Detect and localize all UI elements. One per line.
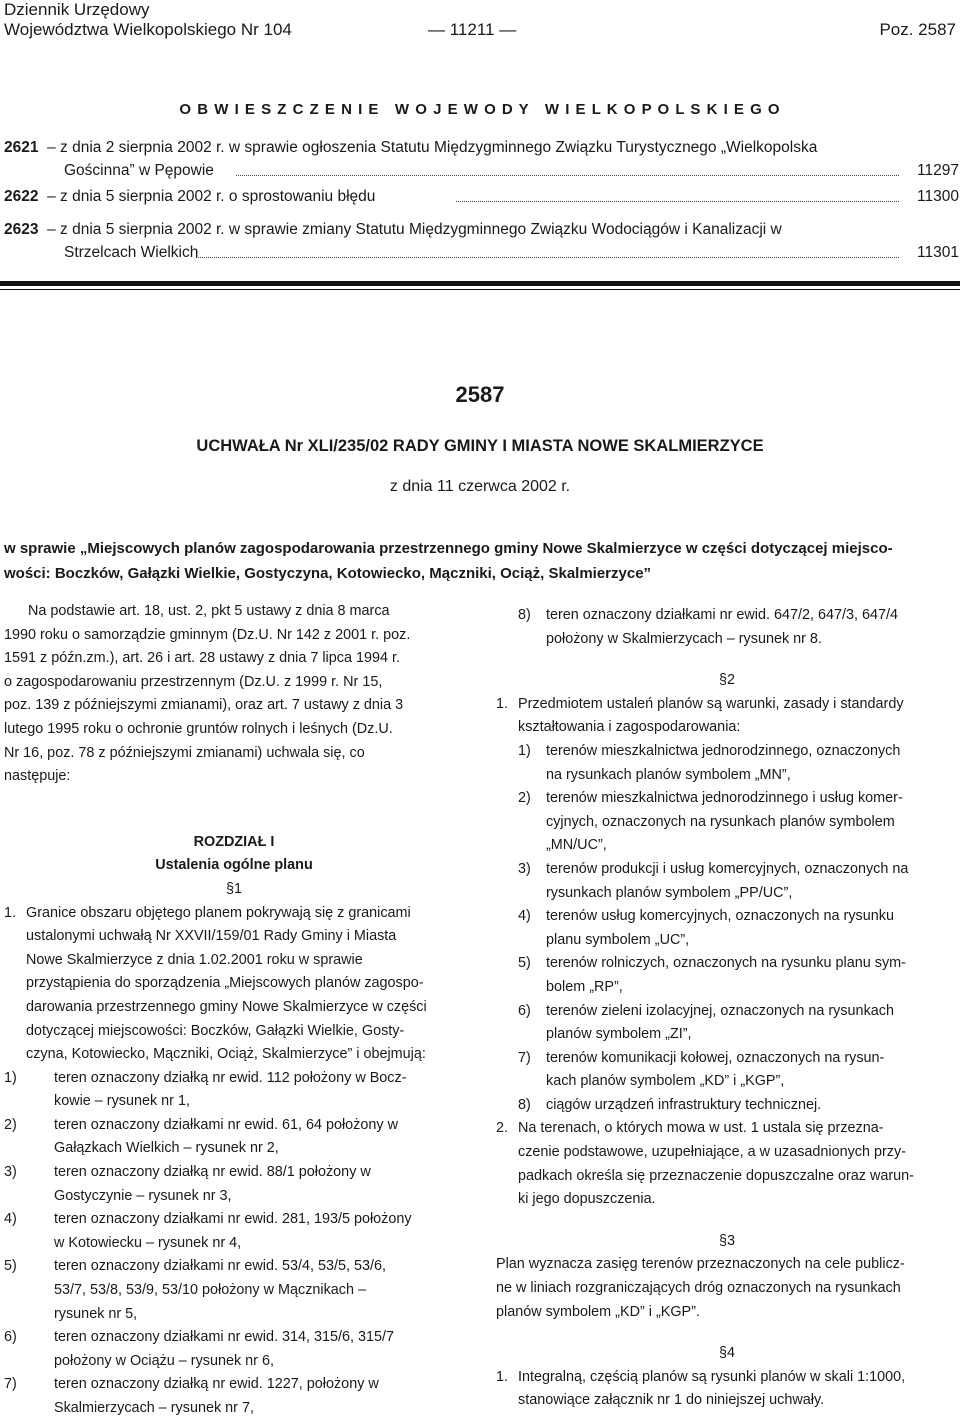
item-line: teren oznaczony działkami nr ewid. 281, 193/5 położony (54, 1211, 412, 1228)
paragraph-line: darowania przestrzennego gminy Nowe Skalmierzyce w części (26, 998, 427, 1015)
position-number: Poz. 2587 (879, 20, 956, 39)
item-line: terenów usług komercyjnych, oznaczonych na rysunku (546, 908, 894, 925)
preamble-line: 1990 roku o samorządzie gminnym (Dz.U. Nr 142 z 2001 r. poz. (4, 626, 411, 643)
page-number: — 11211 — (428, 20, 517, 39)
paragraph-s3 (496, 1253, 958, 1324)
item-line: terenów zieleni izolacyjnej, oznaczonych na rysunkach (546, 1002, 894, 1019)
list-item (496, 858, 958, 905)
act-subject (4, 536, 959, 586)
item-line: cyjnych, oznaczonych na rysunkach planów symbolem (546, 813, 895, 830)
item-line: na rysunkach planów symbolem „MN”, (546, 766, 791, 783)
paragraph-1 (4, 902, 464, 1067)
item-line: 53/7, 53/8, 53/9, 53/10 położony w Mącznikach – (54, 1282, 366, 1299)
paragraph-line: Plan wyznacza zasięg terenów przeznaczonych na cele publicz- (496, 1256, 905, 1273)
list-item (496, 1094, 958, 1118)
toc-number: 2621 (4, 139, 39, 156)
item-line: terenów produkcji i usług komercyjnych, oznaczonych na (546, 860, 909, 877)
item-number: 3) (4, 1164, 17, 1181)
list-item (4, 1067, 464, 1114)
paragraph-number: 1. (4, 904, 17, 921)
item-line: rysunek nr 5, (54, 1305, 138, 1322)
list-item (4, 1114, 464, 1161)
chapter-number: ROZDZIAŁ I (193, 833, 275, 850)
preamble-line: Na podstawie art. 18, ust. 2, pkt 5 ustawy z dnia 8 marca (28, 603, 390, 619)
toc-entry-3 (4, 218, 959, 264)
paragraph-line: czyna, Kotowiecko, Mączniki, Ociąż, Skalmierzyce” i obejmują: (26, 1046, 426, 1063)
item-number: 1) (518, 742, 531, 759)
paragraph-line: Na terenach, o których mowa w ust. 1 ustala się przezna- (518, 1120, 884, 1137)
list-item (496, 600, 958, 651)
item-number: 4) (4, 1211, 17, 1228)
item-line: bolem „RP”, (546, 978, 623, 995)
toc-text-cont: Gościnna” w Pępowie (64, 159, 216, 182)
list-item (496, 1000, 958, 1047)
list-item (4, 1208, 464, 1255)
preamble (4, 600, 464, 624)
chapter-title: Ustalenia ogólne planu (155, 857, 313, 874)
list-item (496, 1047, 958, 1094)
journal-line-1: Dziennik Urzędowy (4, 0, 150, 19)
paragraph-number: 1. (496, 695, 509, 712)
item-number: 7) (518, 1049, 531, 1066)
item-number: 3) (518, 860, 531, 877)
list-item (4, 1326, 464, 1373)
preamble-line: poz. 139 z późniejszymi zmianami), oraz art. 7 ustawy z dnia 3 (4, 697, 404, 714)
toc-page: 11297 (917, 162, 959, 179)
journal-line-2: Województwa Wielkopolskiego Nr 104 (4, 20, 292, 39)
list-item (496, 952, 958, 999)
paragraph-line: dotyczącej miejscowości: Boczków, Gałązki Wielkie, Gosty- (26, 1022, 405, 1039)
item-line: teren oznaczony działkami nr ewid. 314, 315/6, 315/7 (54, 1329, 394, 1346)
paragraph-s2-2 (496, 1117, 958, 1211)
item-line: terenów rolniczych, oznaczonych na rysunku planu sym- (546, 955, 906, 972)
toc-entry-2 (4, 185, 959, 208)
item-line: Skalmierzycach – rysunek nr 7, (54, 1400, 254, 1416)
toc-leader (236, 175, 899, 176)
paragraph-line: kształtowania i zagospodarowania: (518, 719, 741, 736)
item-line: teren oznaczony działkami nr ewid. 647/2, 647/3, 647/4 (546, 607, 898, 623)
act-number: 2587 (455, 382, 505, 407)
item-number: 6) (518, 1002, 531, 1019)
toc-title: O B W I E S Z C Z E N I E W O J E W O D Y W I E L K O P O L S K I E G O (179, 101, 781, 118)
item-line: położony w Ociążu – rysunek nr 6, (54, 1352, 274, 1369)
section-1: §1 (225, 880, 242, 897)
list-item (4, 1255, 464, 1326)
item-line: w Kotowiecku – rysunek nr 4, (54, 1234, 242, 1251)
item-line: teren oznaczony działką nr ewid. 1227, położony w (54, 1376, 379, 1393)
item-line: Gałązkach Wielkich – rysunek nr 2, (54, 1140, 279, 1157)
preamble-line: lutego 1995 roku o ochronie gruntów rolnych i leśnych (Dz.U. (4, 720, 393, 737)
separator-thin (0, 289, 960, 290)
item-number: 8) (518, 607, 531, 623)
subject-line-2: wości: Boczków, Gałązki Wielkie, Gostyczyna, Kotowiecko, Mączniki, Ociąż, Skalmierzyce” (4, 565, 652, 582)
paragraph-s4-1 (496, 1366, 958, 1413)
paragraph-line: Przedmiotem ustaleń planów są warunki, zasady i standardy (518, 695, 904, 712)
toc-entry-1 (4, 136, 959, 182)
item-line: ciągów urządzeń infrastruktury technicznej. (546, 1096, 822, 1113)
toc-text: – z dnia 5 sierpnia 2002 r. o sprostowaniu błędu (47, 188, 376, 205)
act-date: z dnia 11 czerwca 2002 r. (389, 478, 571, 495)
item-line: planu symbolem „UC”, (546, 931, 690, 948)
toc-number: 2622 (4, 188, 39, 205)
item-line: teren oznaczony działkami nr ewid. 61, 64 położony w (54, 1116, 398, 1133)
item-line: teren oznaczony działką nr ewid. 88/1 położony w (54, 1164, 371, 1181)
preamble-line: 1591 z późn.zm.), art. 26 i art. 28 ustawy z dnia 7 lipca 1994 r. (4, 650, 400, 667)
paragraph-line: czenie podstawowe, uzupełniające, a w uzasadnionych przy- (518, 1144, 906, 1161)
item-line: planów symbolem „ZI”, (546, 1026, 692, 1043)
preamble-line: o zagospodarowaniu przestrzennym (Dz.U. z 1999 r. Nr 15, (4, 673, 383, 690)
subject-line-1: w sprawie „Miejscowych planów zagospodarowania przestrzennego gminy Nowe Skalmierzyce w części dotyczącej miejsco- (4, 540, 893, 557)
item-number: 1) (4, 1069, 17, 1086)
section-2: §2 (718, 672, 735, 689)
paragraph-line: stanowiące załącznik nr 1 do niniejszej uchwały. (518, 1392, 825, 1409)
list-item (496, 905, 958, 952)
item-number: 2) (4, 1116, 17, 1133)
preamble-line: Nr 16, poz. 78 z późniejszymi zmianami) uchwala się, co (4, 744, 365, 761)
paragraph-number: 2. (496, 1120, 509, 1137)
item-line: teren oznaczony działkami nr ewid. 53/4, 53/5, 53/6, (54, 1258, 386, 1275)
toc-page: 11301 (917, 244, 959, 261)
paragraph-line: planów symbolem „KD” i „KGP”. (496, 1303, 700, 1320)
item-line: rysunkach planów symbolem „PP/UC”, (546, 884, 793, 901)
item-number: 7) (4, 1376, 17, 1393)
paragraph-line: Granice obszaru objętego planem pokrywają się z granicami (26, 904, 411, 921)
paragraph-line: przystąpienia do sporządzenia „Miejscowych planów zagospo- (26, 975, 424, 992)
paragraph-line: ne w liniach rozgraniczających dróg oznaczonych na rysunkach (496, 1280, 901, 1297)
list-item (496, 740, 958, 787)
item-line: teren oznaczony działką nr ewid. 112 położony w Bocz- (54, 1069, 407, 1086)
toc-number: 2623 (4, 221, 39, 238)
left-column (4, 600, 464, 1421)
paragraph-line: Integralną, częścią planów są rysunki planów w skali 1:1000, (518, 1368, 906, 1385)
paragraph-line: padkach określa się przeznaczenie dopuszczalne oraz warun- (518, 1167, 914, 1184)
item-number: 2) (518, 790, 531, 807)
list-item (496, 787, 958, 858)
item-number: 5) (4, 1258, 17, 1275)
toc-leader (456, 201, 899, 202)
separator-thick (0, 281, 960, 286)
act-title: UCHWAŁA Nr XLI/235/02 RADY GMINY I MIASTA NOWE SKALMIERZYCE (196, 437, 764, 455)
toc-text-cont: Strzelcach Wielkich (64, 244, 199, 261)
item-line: kach planów symbolem „KD” i „KGP”, (546, 1073, 785, 1090)
preamble-cont (4, 624, 464, 789)
item-line: terenów mieszkalnictwa jednorodzinnego, oznaczonych (546, 742, 901, 759)
journal-title (4, 0, 292, 40)
item-number: 4) (518, 908, 531, 925)
item-line: Gostyczynie – rysunek nr 3, (54, 1187, 232, 1204)
item-number: 5) (518, 955, 531, 972)
section-4: §4 (718, 1345, 735, 1362)
paragraph-line: ustalonymi uchwałą Nr XXVII/159/01 Rady Gminy i Miasta (26, 928, 397, 945)
paragraph-line: Nowe Skalmierzyce z dnia 1.02.2001 roku w sprawie (26, 951, 363, 968)
toc-text: – z dnia 2 sierpnia 2002 r. w sprawie ogłoszenia Statutu Międzygminnego Związku Turystycznego „Wielkopolska (47, 139, 818, 156)
paragraph-number: 1. (496, 1368, 509, 1385)
paragraph-line: ki jego dopuszczenia. (518, 1191, 656, 1208)
item-number: 6) (4, 1329, 17, 1346)
item-line: terenów komunikacji kołowej, oznaczonych na rysun- (546, 1049, 885, 1066)
item-line: położony w Skalmierzycach – rysunek nr 8. (546, 630, 822, 647)
list-item (4, 1161, 464, 1208)
paragraph-s2-1 (496, 693, 958, 740)
toc-text: – z dnia 5 sierpnia 2002 r. w sprawie zmiany Statutu Międzygminnego Związku Wodociągów i Kanalizacji w (47, 221, 782, 238)
item-number: 8) (518, 1096, 531, 1113)
item-line: „MN/UC”, (546, 837, 607, 854)
item-line: kowie – rysunek nr 1, (54, 1093, 190, 1110)
list-item (4, 1373, 464, 1420)
toc-page: 11300 (917, 188, 959, 205)
item-line: terenów mieszkalnictwa jednorodzinnego i usług komer- (546, 790, 903, 807)
preamble-line: następuje: (4, 768, 71, 785)
toc-leader (196, 257, 899, 258)
right-column (496, 600, 958, 1413)
section-3: §3 (718, 1232, 735, 1249)
